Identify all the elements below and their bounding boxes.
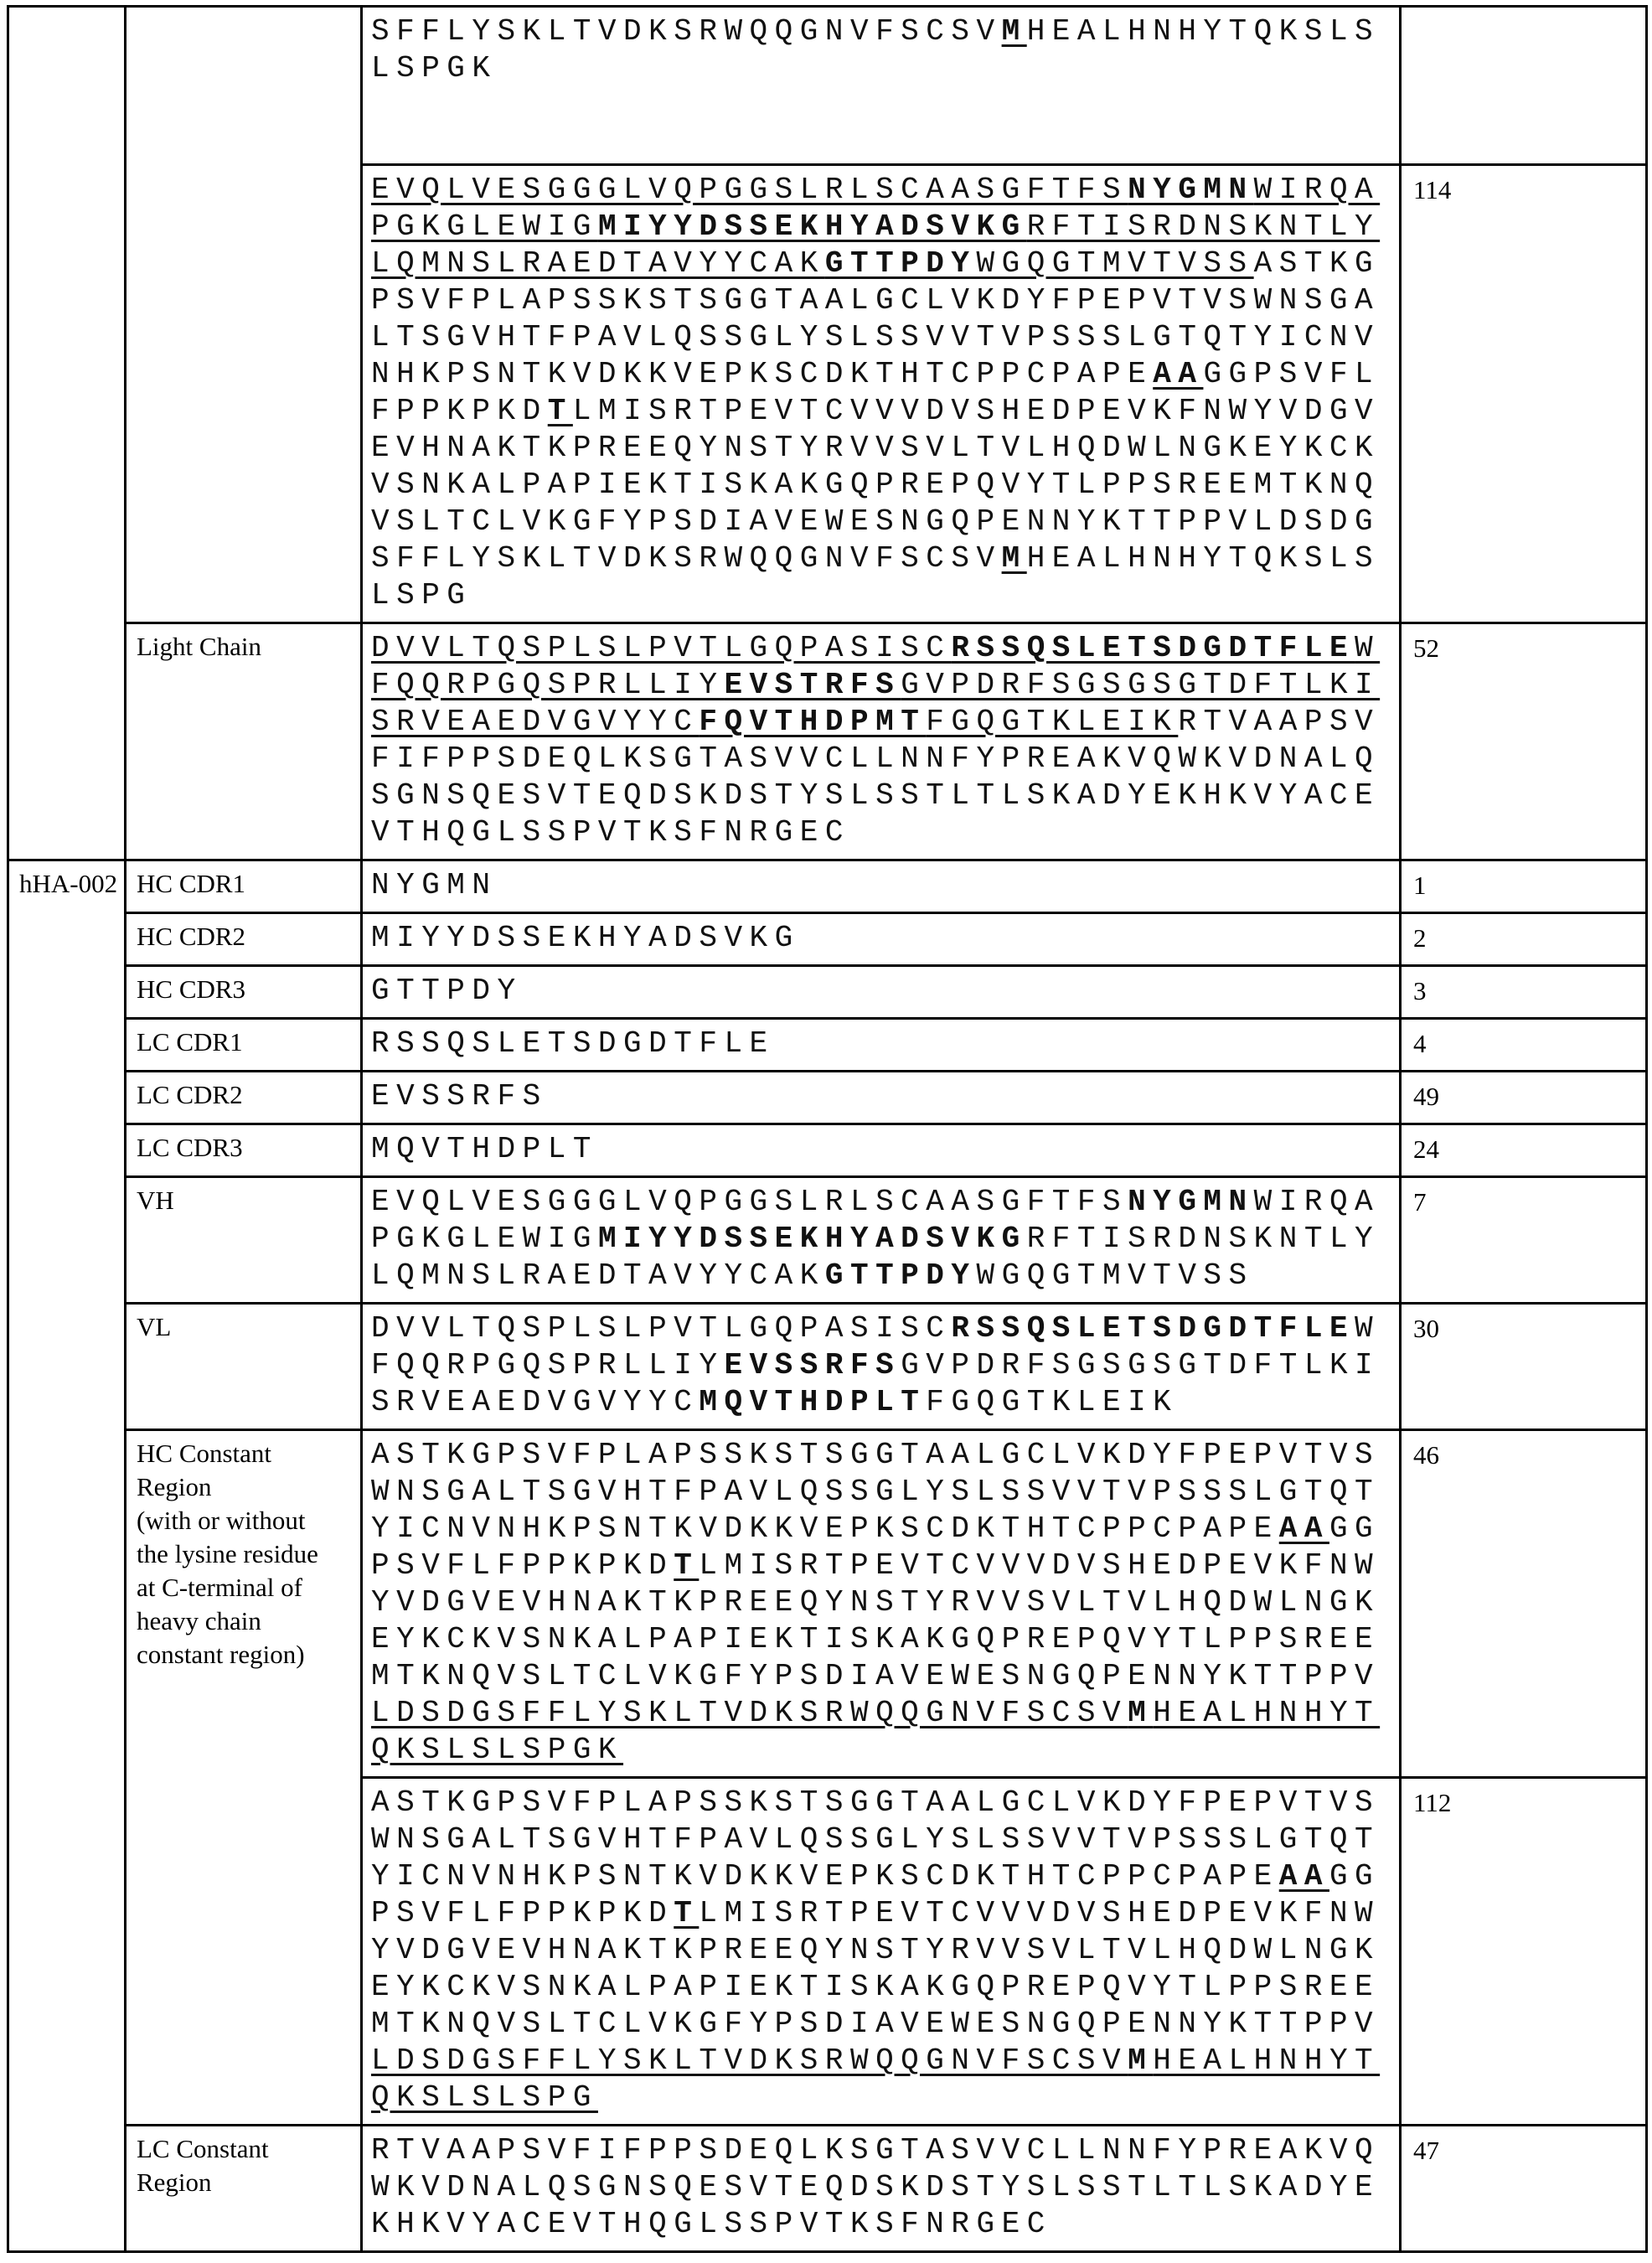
row-light-chain — [8, 623, 1647, 860]
seq-id-cell — [1401, 165, 1647, 623]
region-cell-heavy-chain-continued — [126, 7, 362, 623]
sequence-cell — [362, 1304, 1401, 1430]
sequence-cell — [362, 2126, 1401, 2252]
antibody-name-cell — [8, 860, 126, 2252]
region-cell — [126, 860, 362, 913]
region-label: HC Constant Region (with or without the lysine residue at C-terminal of heavy chain constant region) — [137, 1439, 318, 1669]
sequence-cell — [362, 165, 1401, 623]
row-hc-cdr2 — [8, 913, 1647, 966]
sequence-text: NYGMN — [371, 868, 498, 902]
seq-id-cell — [1401, 860, 1647, 913]
sequence-text: SFFLYSKLTVDKSRWQQGNVFSCSVMHEALHNHYTQKSLS LSPGK — [371, 14, 1381, 85]
seq-id: 4 — [1413, 1029, 1427, 1058]
region-cell — [126, 913, 362, 966]
seq-id-cell — [1401, 1304, 1647, 1430]
sequence-text: EVQLVESGGGLVQPGGSLRLSCAASGFTFSNYGMNWIRQA PGKGLEWIGMIYYDSSEKHYADSVKGRFTISRDNSKNTLY LQMNSLRAEDTAVYYCAKGTTPDYWGQGTMVTVSSASTKG PSVFPLAPSSKSTSGGTAALGCLVKDYFPEPVTVSWNSGA LTSGVHTFPAVLQSSGLYSLSSVVTVPSSSLGTQTYICNV NHKPSNTKVDKKVEPKSCDKTHTCPPCPAPEAAGGPSVFL FPPKPKDTLMISRTPEVTCVVVDVSHEDPEVKFNWYVDGV EVHNAKTKPREEQYNSTYRVVSVLTVLHQDWLNGKEYKCK VSNKALPAPIEKTISKAKGQPREPQVYTLPPSREEMTKNQ VSLTCLVKGFYPSDIAVEWESNGQPENNYKTTPPVLDSDG SFFLYSKLTVDKSRWQQGNVFSCSVMHEALHNHYTQKSLS LSPG — [371, 173, 1381, 612]
seq-id: 47 — [1413, 2136, 1439, 2165]
row-vh — [8, 1177, 1647, 1304]
sequence-text: DVVLTQSPLSLPVTLGQPASISCRSSQSLETSDGDTFLEW FQQRPGQSPRLLIYEVSSRFSGVPDRFSGSGSGTDFTLKI SRVEAEDVGVYYCMQVTHDPLTFGQGTKLEIK — [371, 1311, 1381, 1419]
row-heavy-chain-continued — [8, 7, 1647, 165]
seq-id: 112 — [1413, 1788, 1452, 1817]
sequence-text: DVVLTQSPLSLPVTLGQPASISCRSSQSLETSDGDTFLEW FQQRPGQSPRLLIYEVSTRFSGVPDRFSGSGSGTDFTLKI SRVEAEDVGVYYCFQVTHDPMTFGQGTKLEIKRTVAAPSV FIFPPSDEQLKSGTASVVCLLNNFYPREAKVQWKVDNALQ SGNSQESVTEQDSKDSTYSLSSTLTLSKADYEKHKVYACE VTHQGLSSPVTKSFNRGEC — [371, 631, 1381, 850]
sequence-cell — [362, 860, 1401, 913]
seq-id-cell — [1401, 1778, 1647, 2126]
seq-id-cell — [1401, 1124, 1647, 1177]
region-cell — [126, 966, 362, 1019]
region-label: Light Chain — [137, 632, 261, 661]
region-cell-hc-constant — [126, 1430, 362, 2126]
region-label: VH — [137, 1186, 174, 1215]
sequence-text: MIYYDSSEKHYADSVKG — [371, 921, 800, 955]
seq-id-cell — [1401, 1072, 1647, 1124]
seq-id-cell — [1401, 7, 1647, 165]
sequence-cell — [362, 623, 1401, 860]
sequence-cell — [362, 1177, 1401, 1304]
seq-id: 24 — [1413, 1134, 1439, 1164]
row-lc-cdr3 — [8, 1124, 1647, 1177]
seq-id-cell — [1401, 623, 1647, 860]
row-lc-constant — [8, 2126, 1647, 2252]
region-cell — [126, 2126, 362, 2252]
sequence-text: MQVTHDPLT — [371, 1132, 598, 1166]
antibody-sequence-table — [7, 5, 1648, 2253]
seq-id: 49 — [1413, 1082, 1439, 1111]
region-cell — [126, 623, 362, 860]
region-label: LC CDR1 — [137, 1027, 243, 1057]
seq-id: 7 — [1413, 1187, 1427, 1217]
seq-id: 30 — [1413, 1314, 1439, 1343]
seq-id-cell — [1401, 2126, 1647, 2252]
region-label: HC CDR1 — [137, 869, 246, 898]
region-label: LC CDR3 — [137, 1133, 243, 1162]
seq-id: 2 — [1413, 923, 1427, 953]
region-cell — [126, 1304, 362, 1430]
seq-id-cell — [1401, 913, 1647, 966]
region-cell — [126, 1124, 362, 1177]
sequence-cell — [362, 7, 1401, 165]
sequence-text: GTTPDY — [371, 974, 523, 1008]
sequence-cell — [362, 1072, 1401, 1124]
region-cell — [126, 1072, 362, 1124]
region-label: HC CDR2 — [137, 922, 246, 951]
sequence-text: EVQLVESGGGLVQPGGSLRLSCAASGFTFSNYGMNWIRQA PGKGLEWIGMIYYDSSEKHYADSVKGRFTISRDNSKNTLY LQMNSLRAEDTAVYYCAKGTTPDYWGQGTMVTVSS — [371, 1185, 1381, 1293]
row-lc-cdr1 — [8, 1019, 1647, 1072]
antibody-name-cell-previous — [8, 7, 126, 860]
sequence-cell — [362, 1124, 1401, 1177]
antibody-name: hHA-002 — [19, 869, 118, 898]
region-label: LC CDR2 — [137, 1080, 243, 1109]
sequence-cell — [362, 913, 1401, 966]
sequence-cell — [362, 1430, 1401, 1778]
row-lc-cdr2 — [8, 1072, 1647, 1124]
seq-id: 1 — [1413, 871, 1427, 900]
seq-id-cell — [1401, 966, 1647, 1019]
sequence-text: RTVAAPSVFIFPPSDEQLKSGTASVVCLLNNFYPREAKVQ WKVDNALQSGNSQESVTEQDSKDSTYSLSSTLTLSKADYE KHKVYACEVTHQGLSSPVTKSFNRGEC — [371, 2133, 1381, 2241]
seq-id: 114 — [1413, 175, 1452, 204]
sequence-text: ASTKGPSVFPLAPSSKSTSGGTAALGCLVKDYFPEPVTVS WNSGALTSGVHTFPAVLQSSGLYSLSSVVTVPSSSLGTQT YICNVNHKPSNTKVDKKVEPKSCDKTHTCPPCPAPEAAGG PSVFLFPPKPKDTLMISRTPEVTCVVVDVSHEDPEVKFNW YVDGVEVHNAKTKPREEQYNSTYRVVSVLTVLHQDWLNGK EYKCKVSNKALPAPIEKTISKAKGQPREPQVYTLPPSREE MTKNQVSLTCLVKGFYPSDIAVEWESNGQPENNYKTTPPV LDSDGSFFLYSKLTVDKSRWQQGNVFSCSVMHEALHNHYT QKSLSLSPG — [371, 1785, 1381, 2115]
seq-id: 3 — [1413, 976, 1427, 1005]
seq-id-cell — [1401, 1430, 1647, 1778]
sequence-text: EVSSRFS — [371, 1079, 548, 1113]
region-cell — [126, 1019, 362, 1072]
row-hc-cdr3 — [8, 966, 1647, 1019]
region-cell — [126, 1177, 362, 1304]
sequence-cell — [362, 1778, 1401, 2126]
sequence-text: RSSQSLETSDGDTFLE — [371, 1026, 775, 1061]
sequence-cell — [362, 966, 1401, 1019]
region-label: HC CDR3 — [137, 974, 246, 1004]
seq-id-cell — [1401, 1019, 1647, 1072]
sequence-cell — [362, 1019, 1401, 1072]
row-vl — [8, 1304, 1647, 1430]
sequence-text: ASTKGPSVFPLAPSSKSTSGGTAALGCLVKDYFPEPVTVS WNSGALTSGVHTFPAVLQSSGLYSLSSVVTVPSSSLGTQT YICNVNHKPSNTKVDKKVEPKSCDKTHTCPPCPAPEAAGG PSVFLFPPKPKDTLMISRTPEVTCVVVDVSHEDPEVKFNW YVDGVEVHNAKTKPREEQYNSTYRVVSVLTVLHQDWLNGK EYKCKVSNKALPAPIEKTISKAKGQPREPQVYTLPPSREE MTKNQVSLTCLVKGFYPSDIAVEWESNGQPENNYKTTPPV LDSDGSFFLYSKLTVDKSRWQQGNVFSCSVMHEALHNHYT QKSLSLSPGK — [371, 1438, 1381, 1767]
row-hc-cdr1 — [8, 860, 1647, 913]
region-label: VL — [137, 1312, 172, 1341]
seq-id: 46 — [1413, 1440, 1439, 1470]
seq-id: 52 — [1413, 633, 1439, 663]
region-label: LC Constant Region — [137, 2134, 269, 2197]
seq-id-cell — [1401, 1177, 1647, 1304]
row-hc-constant-with-k — [8, 1430, 1647, 1778]
